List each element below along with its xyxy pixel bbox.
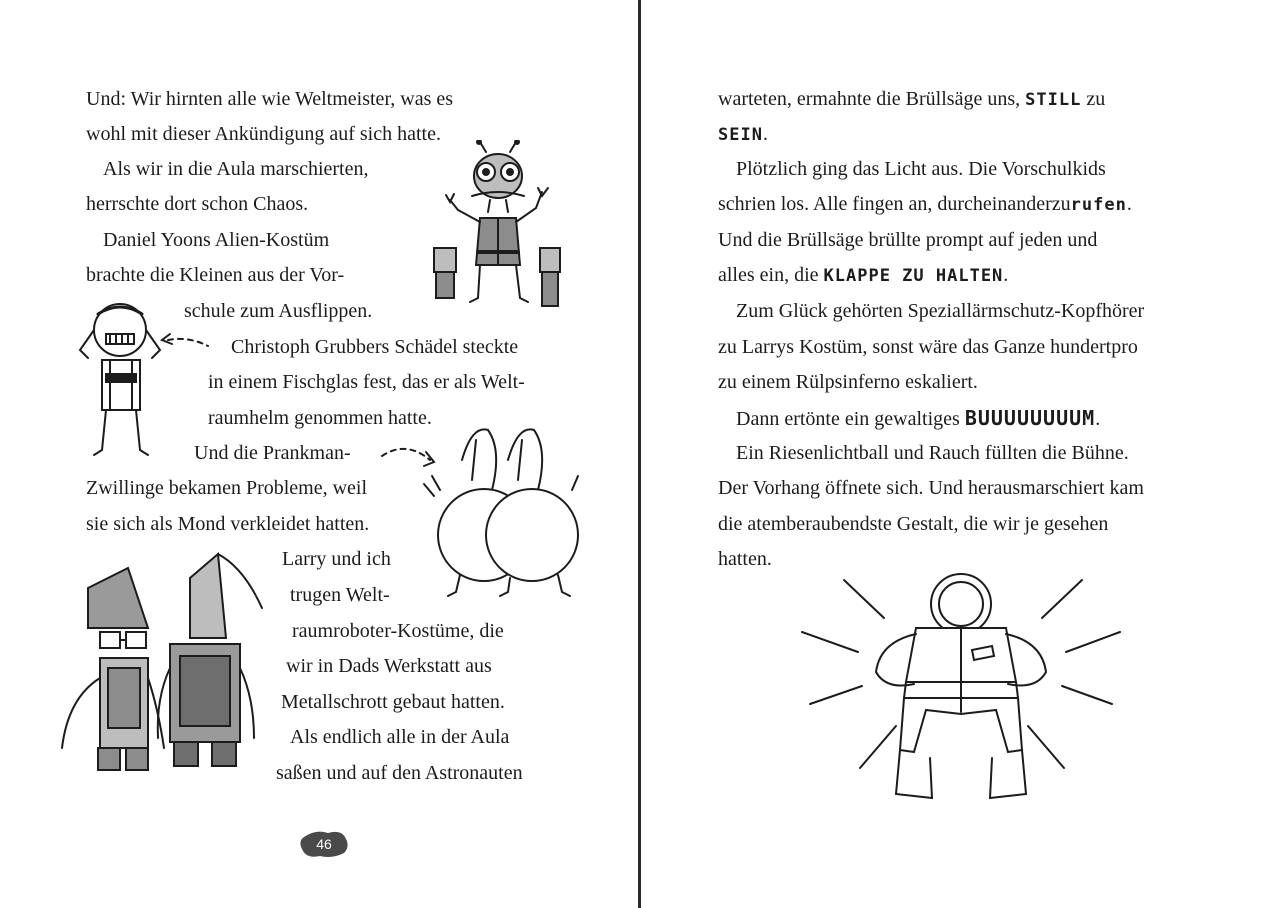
text-line: wir in Dads Werkstatt aus <box>286 655 492 677</box>
text-line: die atemberaubendste Gestalt, die wir je gesehen <box>718 513 1109 535</box>
twins-moon-illustration <box>372 420 582 605</box>
text-line: Als endlich alle in der Aula <box>290 726 510 748</box>
text-line: Zum Glück gehörten Speziallärmschutz-Kopfhörer <box>736 300 1145 322</box>
text-line: Ein Riesenlichtball und Rauch füllten die Bühne. <box>736 442 1129 464</box>
text-line: Plötzlich ging das Licht aus. Die Vorschulkids <box>736 158 1106 180</box>
text-line: trugen Welt- <box>290 584 390 606</box>
text-line: alles ein, die KLAPPE ZU HALTEN. <box>718 264 1009 286</box>
right-page <box>641 0 1280 908</box>
text-line: Und die Brüllsäge brüllte prompt auf jeden und <box>718 229 1098 251</box>
text-line: Zwillinge bekamen Probleme, weil <box>86 477 368 499</box>
text-line: Als wir in die Aula marschierten, <box>103 158 369 180</box>
text-line: raumhelm genommen hatte. <box>208 407 432 429</box>
text-line: saßen und auf den Astronauten <box>276 762 523 784</box>
text-line: Daniel Yoons Alien-Kostüm <box>103 229 330 251</box>
text-line: Christoph Grubbers Schädel steckte <box>231 336 519 358</box>
text-line: herrschte dort schon Chaos. <box>86 193 309 215</box>
text-line: sie sich als Mond verkleidet hatten. <box>86 513 370 535</box>
text-line: Und: Wir hirnten alle wie Weltmeister, was es <box>86 88 454 110</box>
text-line: SEIN. <box>718 123 768 145</box>
text-line: Der Vorhang öffnete sich. Und herausmarschiert kam <box>718 477 1144 499</box>
text-line: Und die Prankman- <box>194 442 351 464</box>
text-line: wohl mit dieser Ankündigung auf sich hatte. <box>86 123 441 145</box>
text-line: Dann ertönte ein gewaltiges BUUUUUUUUM. <box>736 406 1101 430</box>
astronaut-illustration <box>796 572 1126 817</box>
text-line: warteten, ermahnte die Brüllsäge uns, STILL zu <box>718 88 1106 110</box>
text-line: raumroboter-Kostüme, die <box>292 620 504 642</box>
text-line: brachte die Kleinen aus der Vor- <box>86 264 345 286</box>
text-line: zu Larrys Kostüm, sonst wäre das Ganze hundertpro <box>718 336 1138 358</box>
text-line: hatten. <box>718 548 772 570</box>
text-line: in einem Fischglas fest, das er als Welt- <box>208 371 525 393</box>
text-line: schrien los. Alle fingen an, durcheinanderzurufen. <box>718 193 1132 215</box>
text-line: zu einem Rülpsinferno eskaliert. <box>718 371 978 393</box>
text-line: Larry und ich <box>282 548 391 570</box>
alien-kid-illustration <box>428 140 588 320</box>
page-number: 46 <box>316 836 332 852</box>
text-line: Metallschrott gebaut hatten. <box>281 691 505 713</box>
left-page <box>0 0 638 908</box>
robots-illustration <box>48 548 268 783</box>
fishbowl-kid-illustration <box>58 300 228 475</box>
text-line: schule zum Ausflippen. <box>184 300 373 322</box>
page-number-badge <box>298 829 350 859</box>
